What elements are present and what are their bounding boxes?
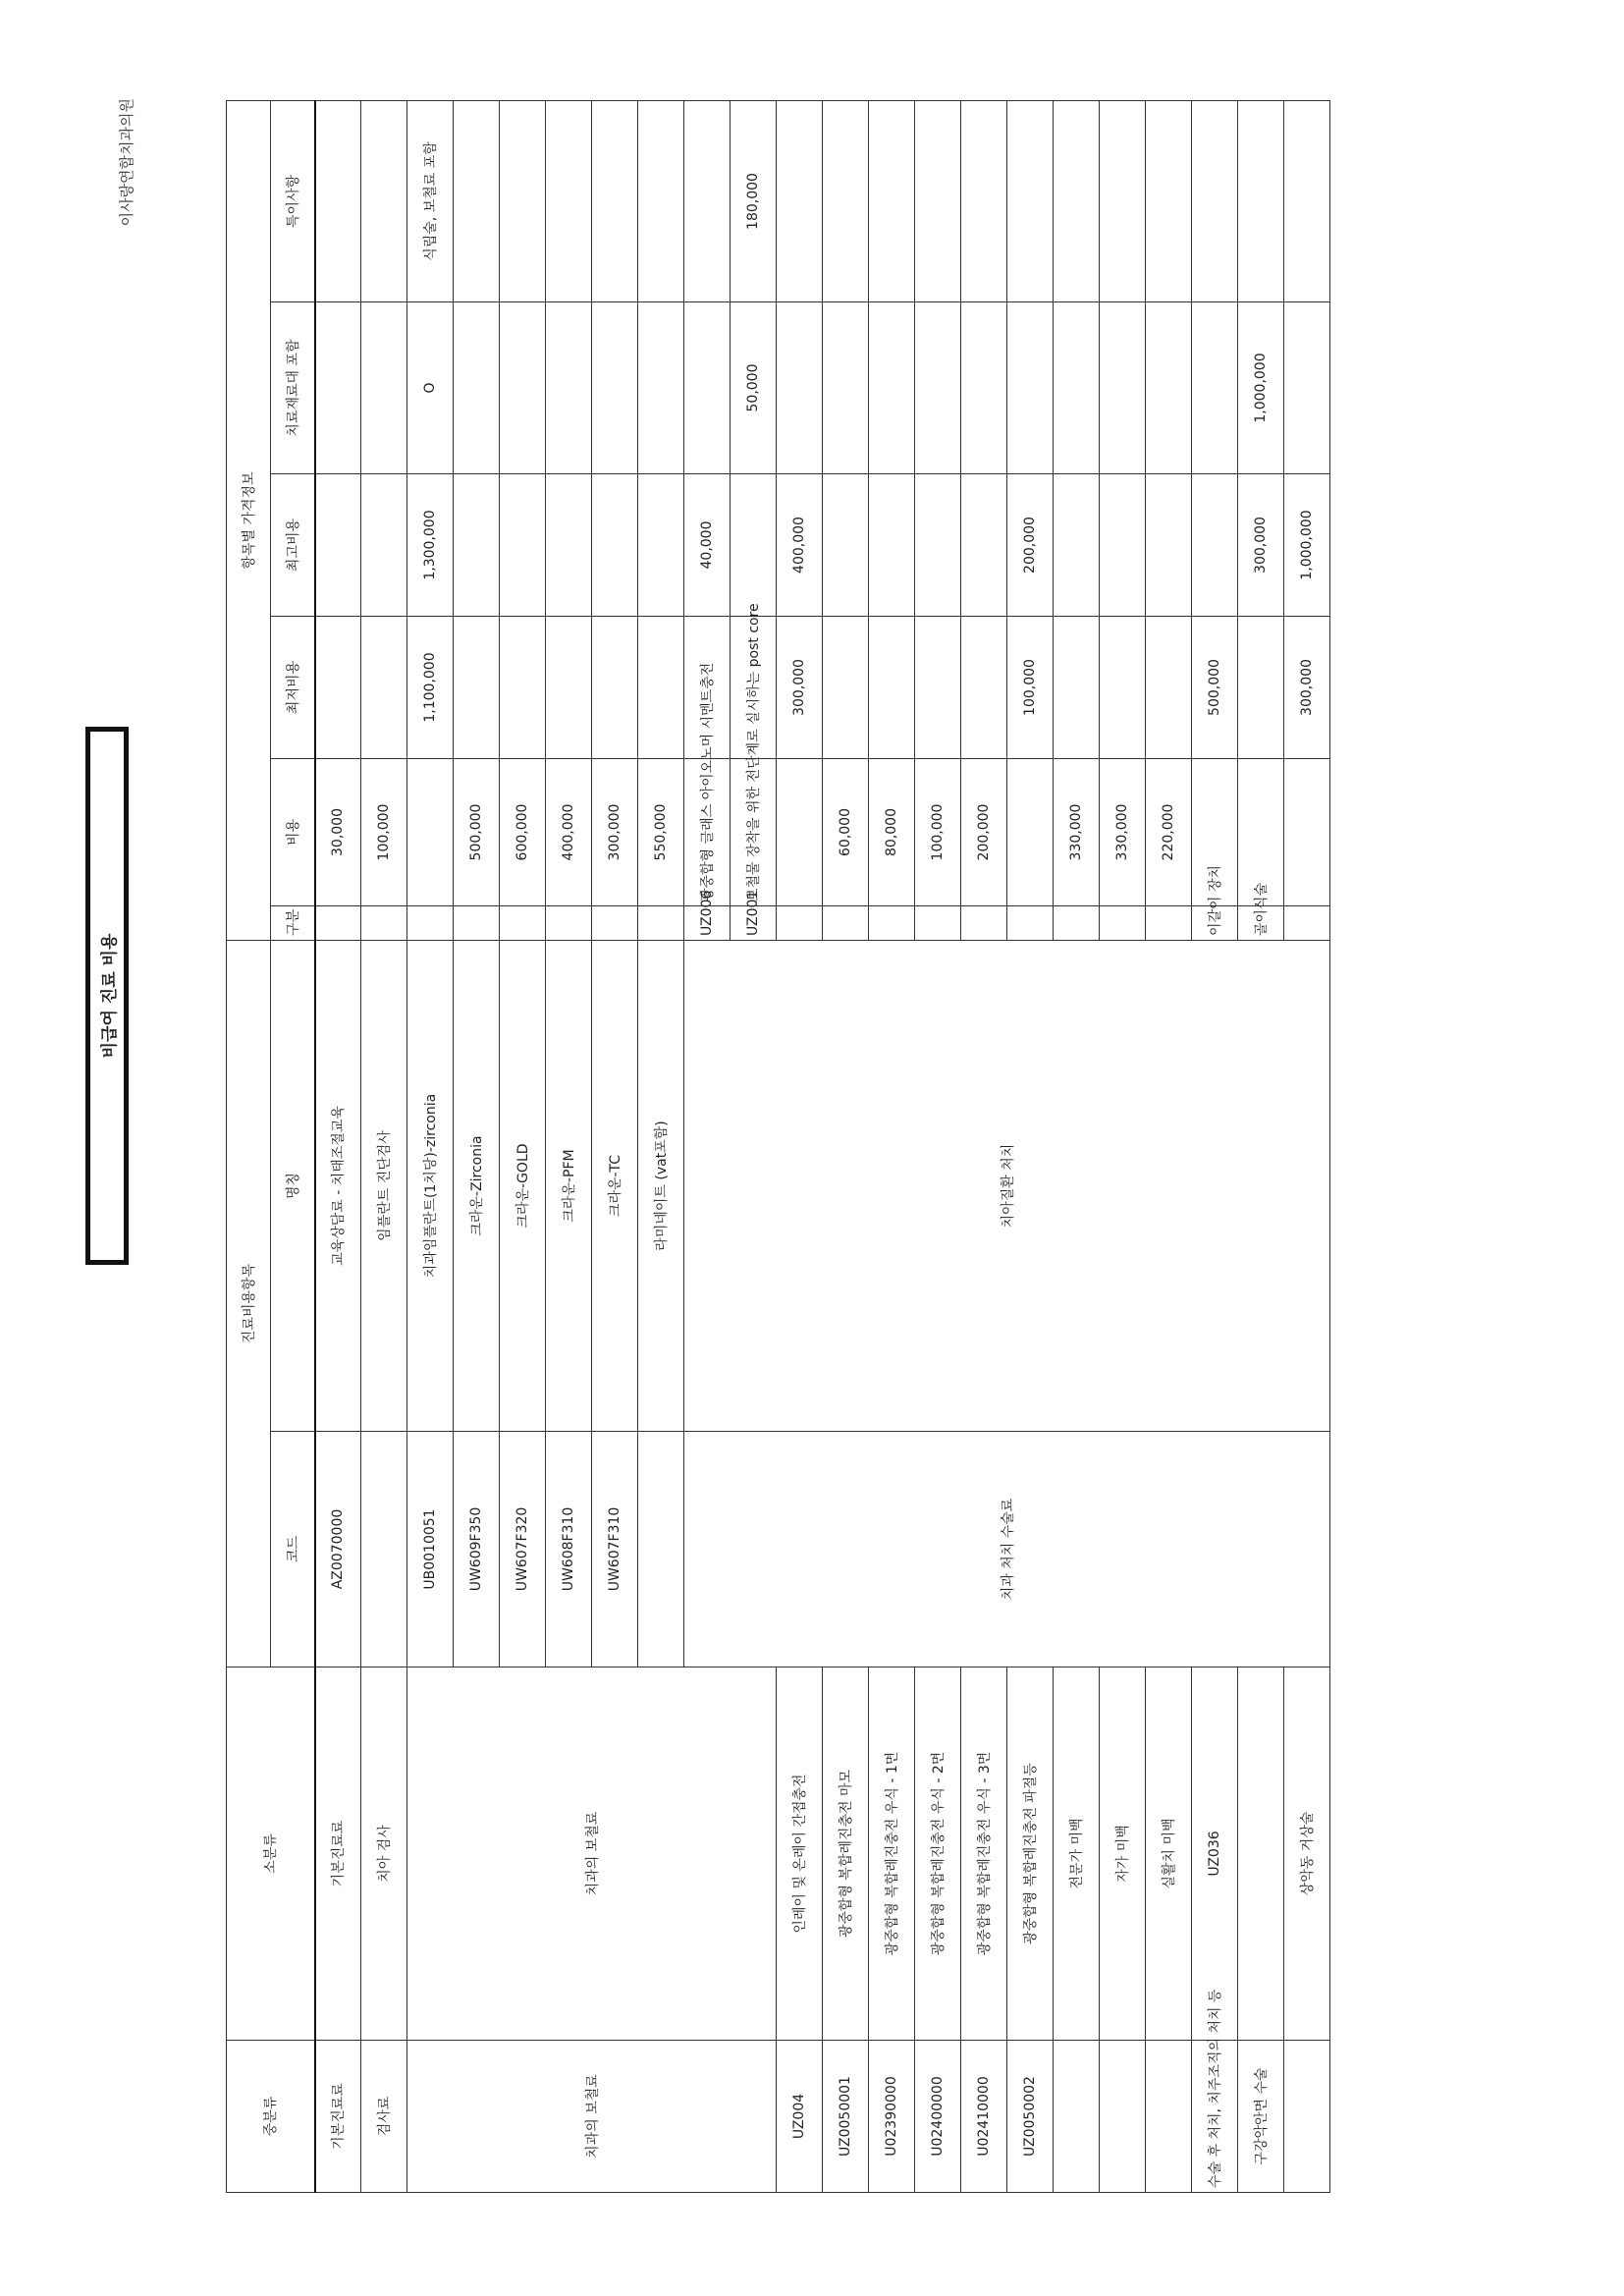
material-included-cell [869, 302, 915, 474]
max-cost-cell [823, 474, 869, 617]
name-cell: 골이식술 [1238, 906, 1284, 941]
min-cost-cell: 300,000 [1284, 617, 1330, 759]
note-cell [592, 100, 638, 301]
division-cell [407, 906, 454, 941]
table-row [361, 100, 407, 2192]
cost-cell: 500,000 [1192, 617, 1238, 759]
max-cost-cell [500, 474, 546, 617]
name-cell: 실활치 미백 [1146, 1667, 1192, 2041]
note-cell [1100, 100, 1146, 301]
code-cell: UW608F310 [546, 1432, 592, 1667]
header-division: 구분 [271, 906, 315, 941]
code-cell [1146, 2041, 1192, 2193]
division-cell [315, 906, 361, 941]
division-cell [777, 906, 823, 941]
material-included-cell [592, 302, 638, 474]
min-cost-cell: 300,000 [777, 617, 823, 759]
cost-cell: 100,000 [915, 759, 961, 906]
header-notes: 특이사항 [271, 100, 315, 301]
major-category-cell: 기본진료료 [315, 2041, 361, 2193]
fee-table [226, 100, 1330, 2193]
cost-cell: 60,000 [823, 759, 869, 906]
note-cell [1054, 100, 1100, 301]
material-included-cell [915, 302, 961, 474]
division-cell [454, 906, 500, 941]
note-cell [500, 100, 546, 301]
division-cell [1054, 906, 1100, 941]
code-cell: UZ0050001 [823, 2041, 869, 2193]
division-cell [592, 906, 638, 941]
cost-cell: 100,000 [361, 759, 407, 906]
name-cell: 임플란트 진단검사 [361, 941, 407, 1432]
cost-cell: 550,000 [638, 759, 684, 906]
note-cell [1007, 100, 1054, 301]
min-cost-cell [961, 617, 1007, 759]
max-cost-cell [1146, 474, 1192, 617]
note-cell [315, 100, 361, 301]
code-cell [638, 1432, 684, 1667]
material-included-cell [1238, 100, 1284, 301]
minor-category-cell: 기본진료료 [315, 1667, 361, 2041]
min-cost-cell [1146, 617, 1192, 759]
material-included-cell [500, 302, 546, 474]
division-cell [1100, 906, 1146, 941]
name-cell: 크라운-TC [592, 941, 638, 1432]
name-cell: 광중합형 복합레진충전 우식 - 1면 [869, 1667, 915, 2041]
cost-cell: 30,000 [315, 759, 361, 906]
material-included-cell [454, 302, 500, 474]
code-cell [1054, 2041, 1100, 2193]
material-included-cell [546, 302, 592, 474]
note-cell [454, 100, 500, 301]
name-cell: 상악동 거상술 [1284, 1667, 1330, 2041]
cost-cell: 500,000 [454, 759, 500, 906]
min-cost-cell [823, 617, 869, 759]
name-cell: 광중합형 글래스 아이오노머 시멘트충전 [684, 759, 731, 906]
header-max-cost: 최고비용 [271, 474, 315, 617]
max-cost-cell [961, 474, 1007, 617]
min-cost-cell [1192, 474, 1238, 617]
note-cell [638, 100, 684, 301]
major-category-cell: 치과 처치 수술료 [684, 1432, 1330, 1667]
material-included-cell [1100, 302, 1146, 474]
division-cell [500, 906, 546, 941]
minor-category-cell: 수술 후 처치, 치주조직의 처치 등 [1192, 2041, 1238, 2193]
division-cell [823, 906, 869, 941]
fee-table-body [315, 100, 1330, 2192]
code-cell: UB0010051 [407, 1432, 454, 1667]
note-cell [823, 100, 869, 301]
note-cell [961, 100, 1007, 301]
division-cell [638, 906, 684, 941]
min-cost-cell [500, 617, 546, 759]
cost-cell: 400,000 [546, 759, 592, 906]
note-cell: 식립술, 보철료 포함 [407, 100, 454, 301]
header-code: 코드 [271, 1432, 315, 1667]
header-cost: 비용 [271, 759, 315, 906]
max-cost-cell [638, 474, 684, 617]
division-cell [361, 906, 407, 941]
min-cost-cell [1054, 617, 1100, 759]
code-cell: UZ006 [684, 906, 731, 941]
max-cost-cell: 200,000 [1007, 474, 1054, 617]
code-cell: UZ0050002 [1007, 2041, 1054, 2193]
min-cost-cell [684, 302, 731, 474]
code-cell: UW609F350 [454, 1432, 500, 1667]
code-cell: UW607F310 [592, 1432, 638, 1667]
header-major-category: 중분류 [227, 2041, 315, 2193]
header-minor-category: 소분류 [227, 1667, 315, 2041]
code-cell: UZ001 [731, 906, 777, 941]
name-cell: 크라운-GOLD [500, 941, 546, 1432]
header-price-group: 항목별 가격정보 [227, 100, 271, 940]
max-cost-cell [454, 474, 500, 617]
division-cell [1284, 906, 1330, 941]
material-included-cell [823, 302, 869, 474]
max-cost-cell: 180,000 [731, 100, 777, 301]
minor-category-cell: 치아질환 처치 [684, 941, 1330, 1432]
material-included-cell [315, 302, 361, 474]
division-cell [915, 906, 961, 941]
max-cost-cell [684, 100, 731, 301]
cost-cell: 300,000 [592, 759, 638, 906]
division-cell [1007, 906, 1054, 941]
division-cell [869, 906, 915, 941]
minor-category-cell: 치과의 보철료 [407, 1667, 777, 2041]
code-cell: AZ0070000 [315, 1432, 361, 1667]
cost-cell: 40,000 [684, 474, 731, 617]
name-cell: 크라운-Zirconia [454, 941, 500, 1432]
cost-cell [1284, 759, 1330, 906]
cost-cell: 200,000 [961, 759, 1007, 906]
note-cell [361, 100, 407, 301]
name-cell: 광중합형 복합레진충전 파절등 [1007, 1667, 1054, 2041]
min-cost-cell: 100,000 [1007, 617, 1054, 759]
min-cost-cell [361, 617, 407, 759]
max-cost-cell [546, 474, 592, 617]
material-included-cell: O [407, 302, 454, 474]
name-cell: 크라운-PFM [546, 941, 592, 1432]
material-included-cell [1192, 100, 1238, 301]
code-cell [1238, 1667, 1284, 2041]
name-cell: 광중합형 복합레진충전 우식 - 3면 [961, 1667, 1007, 2041]
header-material-included: 치료재료대 포함 [271, 302, 315, 474]
name-cell: 광중합형 복합레진충전 마모 [823, 1667, 869, 2041]
note-cell [1284, 100, 1330, 301]
max-cost-cell: 1,000,000 [1284, 474, 1330, 617]
material-included-cell [361, 302, 407, 474]
cost-cell [777, 759, 823, 906]
cost-cell: 330,000 [1100, 759, 1146, 906]
min-cost-cell: 50,000 [731, 302, 777, 474]
name-cell: 광중합형 복합레진충전 우식 - 2면 [915, 1667, 961, 2041]
code-cell: U02390000 [869, 2041, 915, 2193]
name-cell: 전문가 미백 [1054, 1667, 1100, 2041]
name-cell: 교육상담료 - 치태조절교육 [315, 941, 361, 1432]
max-cost-cell [869, 474, 915, 617]
min-cost-cell: 1,100,000 [407, 617, 454, 759]
max-cost-cell [315, 474, 361, 617]
cost-cell: 600,000 [500, 759, 546, 906]
division-cell [1146, 906, 1192, 941]
code-cell [1284, 2041, 1330, 2193]
material-included-cell [1054, 302, 1100, 474]
max-cost-cell [361, 474, 407, 617]
header-min-cost: 최저비용 [271, 617, 315, 759]
cost-cell [1238, 617, 1284, 759]
name-cell: 치과임플란트(1치당)-zirconia [407, 941, 454, 1432]
note-cell [915, 100, 961, 301]
max-cost-cell: 400,000 [777, 474, 823, 617]
code-cell: UW607F320 [500, 1432, 546, 1667]
table-row [315, 100, 361, 2192]
material-included-cell [777, 302, 823, 474]
min-cost-cell [454, 617, 500, 759]
header-name: 명칭 [271, 941, 315, 1432]
max-cost-cell [592, 474, 638, 617]
name-cell: 보철물 장착을 위한 전단계로 실시하는 post core [731, 759, 777, 906]
code-cell: U02400000 [915, 2041, 961, 2193]
table-row [407, 100, 454, 2192]
max-cost-cell [915, 474, 961, 617]
note-cell [869, 100, 915, 301]
material-included-cell [638, 302, 684, 474]
clinic-name: 이사랑연합치과의원 [118, 98, 135, 227]
header-item-group: 진료비용항목 [227, 941, 271, 1667]
division-cell [961, 906, 1007, 941]
name-cell: 라미네이트 (vat포함) [638, 941, 684, 1432]
document-title [85, 727, 129, 1265]
material-included-cell [1284, 302, 1330, 474]
minor-category-cell: 치아 검사 [361, 1667, 407, 2041]
min-cost-cell [546, 617, 592, 759]
division-cell [546, 906, 592, 941]
code-cell [361, 1432, 407, 1667]
min-cost-cell [1100, 617, 1146, 759]
max-cost-cell: 1,300,000 [407, 474, 454, 617]
min-cost-cell [592, 617, 638, 759]
major-category-cell: 치과의 보철료 [407, 2041, 777, 2193]
code-cell [1100, 2041, 1146, 2193]
cost-cell [407, 759, 454, 906]
cost-cell [731, 474, 777, 617]
note-cell [546, 100, 592, 301]
minor-category-cell: 구강악안면 수술 [1238, 2041, 1284, 2193]
material-included-cell [1007, 302, 1054, 474]
name-cell: 인레이 및 온레이 간접충전 [777, 1667, 823, 2041]
max-cost-cell [1100, 474, 1146, 617]
min-cost-cell: 300,000 [1238, 474, 1284, 617]
code-cell: U02410000 [961, 2041, 1007, 2193]
cost-cell [1007, 759, 1054, 906]
document-title-text: 비급여 진료 비용 [99, 933, 120, 1059]
material-included-cell [961, 302, 1007, 474]
max-cost-cell [1192, 302, 1238, 474]
min-cost-cell [915, 617, 961, 759]
code-cell: UZ036 [1192, 1667, 1238, 2041]
cost-cell: 330,000 [1054, 759, 1100, 906]
max-cost-cell [1054, 474, 1100, 617]
min-cost-cell [315, 617, 361, 759]
max-cost-cell: 1,000,000 [1238, 302, 1284, 474]
min-cost-cell [638, 617, 684, 759]
code-cell: UZ004 [777, 2041, 823, 2193]
cost-cell: 80,000 [869, 759, 915, 906]
major-category-cell: 검사료 [361, 2041, 407, 2193]
name-cell: 자가 미백 [1100, 1667, 1146, 2041]
cost-cell: 220,000 [1146, 759, 1192, 906]
name-cell: 이갈이 장치 [1192, 906, 1238, 941]
material-included-cell [1146, 302, 1192, 474]
note-cell [777, 100, 823, 301]
note-cell [1146, 100, 1192, 301]
min-cost-cell [869, 617, 915, 759]
